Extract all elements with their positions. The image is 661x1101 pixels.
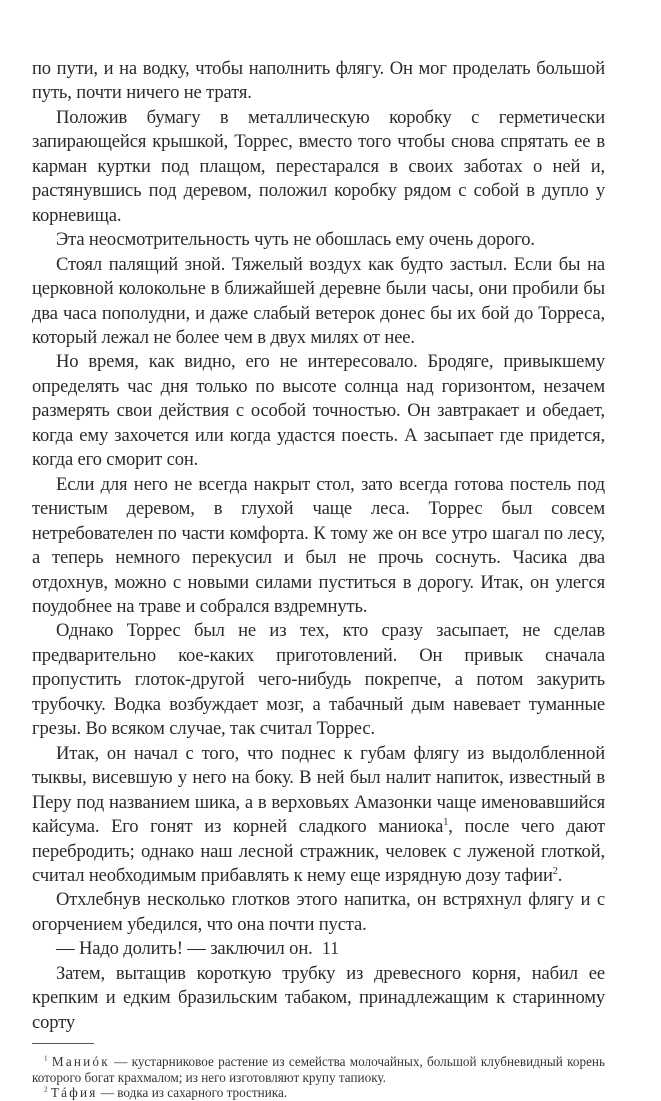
paragraph: — Надо долить! — заключил он. [56, 938, 313, 960]
paragraph: Если для него не всегда накрыт стол, зато всегда готова постель под тенистым деревом, в глухой чаще леса. Торрес был совсем нетребователен по части комфорта. К тому же он все утро шагал по лесу, а теперь немного перекусил и был не прочь соснуть. Часика два отдохнув, можно с новыми силами пуститься в дорогу. Итак, он улегся поудобнее на траве и собрался вздремнуть. [32, 473, 605, 617]
footnote-divider [32, 1043, 94, 1044]
paragraph: по пути, и на водку, чтобы наполнить флягу. Он мог проделать большой путь, почти ничего не тратя. [32, 58, 605, 104]
paragraph-text: Итак, он начал с того, что поднес к губам флягу из выдолбленной тыквы, висевшую у него на боку. В ней был налит напиток, известный в Перу под названием шика, а в верховьях Амазонки чаще именовавшийся кайсума. Его гонят из корней сладкого маниока [32, 742, 605, 838]
paragraph [32, 742, 605, 889]
paragraph: Затем, вытащив короткую трубку из древесного корня, набил ее крепким и едким бразильским табаком, принадлежащим к старинному сорту [32, 962, 605, 1033]
footnote-2 [32, 1085, 605, 1101]
footnotes [32, 1054, 605, 1101]
footnote-term: Тáфия [50, 1085, 98, 1101]
footnote-term: Маниóк [51, 1054, 110, 1070]
body-text [32, 57, 605, 1035]
paragraph: Стоял палящий зной. Тяжелый воздух как будто застыл. Если бы на церковной колокольне в ближайшей деревне были часы, они пробили бы два часа пополудни, и даже слабый ветерок донес бы их бой до Торреса, который лежал не более чем в двух милях от нее. [32, 253, 605, 348]
paragraph-text: . [557, 864, 563, 886]
page-number: 11 [321, 938, 340, 958]
footnote-marker: 1 [44, 1054, 48, 1063]
footnote-ref-1[interactable]: 1 [443, 816, 449, 828]
footnote-ref-2[interactable]: 2 [552, 865, 558, 877]
paragraph: Отхлебнув несколько глотков этого напитка, он встряхнул флягу и с огорчением убедился, что она почти пуста. [32, 889, 605, 935]
paragraph: Эта неосмотрительность чуть не обошлась ему очень дорого. [56, 229, 535, 251]
footnote-1 [32, 1054, 605, 1085]
paragraph: Однако Торрес был не из тех, кто сразу засыпает, не сделав предварительно кое-каких приготовлений. Он привык сначала пропустить глоток-другой чего-нибудь покрепче, а потом закурить трубочку. Водка возбуждает мозг, а табачный дым навевает туманные грезы. Во всяком случае, так считал Торрес. [32, 620, 605, 740]
footnote-definition: — кустарниковое растение из семейства молочайных, большой клубневидный корень которого богат крахмалом; из него изготовляют крупу тапиоку. [32, 1054, 605, 1085]
paragraph-text: , после чего дают перебродить; однако наш лесной стражник, человек с луженой глоткой, считал необходимым прибавлять к нему еще изрядную дозу тафии [32, 816, 605, 886]
paragraph: Положив бумагу в металлическую коробку с герметически запирающейся крышкой, Торрес, вместо того чтобы снова спрятать ее в карман куртки под плащом, перестарался в своих заботах о ней и, растянувшись под деревом, положил коробку рядом с собой в дупло у корневища. [32, 106, 605, 226]
footnote-definition: — водка из сахарного тростника. [97, 1085, 288, 1101]
footnote-marker: 2 [44, 1085, 48, 1094]
paragraph: Но время, как видно, его не интересовало. Бродяге, привыкшему определять час дня только по высоте солнца над горизонтом, незачем размерять свои действия с особой точностью. Он завтракает и обедает, когда ему захочется или когда удастся поесть. А засыпает где придется, когда его сморит сон. [32, 351, 605, 471]
